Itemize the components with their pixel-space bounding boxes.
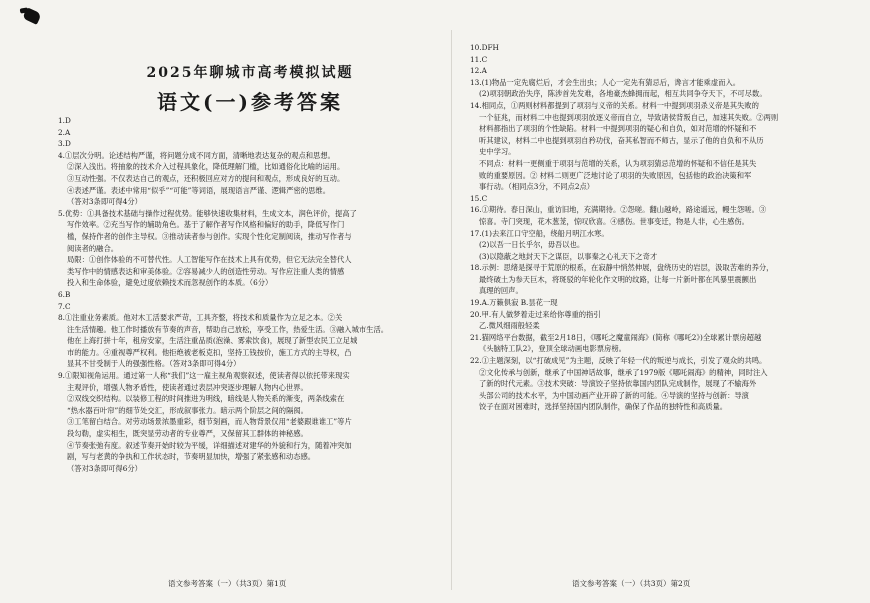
answer-line: 16.①期待。春日深山，重访旧地，充满期待。②怨嗟。翻山越岭，路途遥远，幔生怨嗟。③: [470, 205, 767, 215]
answer-line: 主观评价，增强人物矛盾性，使读者通过表层冲突逐步理解人物内心世界。: [67, 382, 308, 392]
answer-line: 13.(1)物品一定先腐烂后，才会生出虫；人心一定先有猜忌后，谗言才能乘虚而入。: [470, 77, 741, 87]
answer-line: 段勾勒，虚实相生，既突显劳动者的专业尊严，又保留其工群体的神秘感。: [67, 429, 308, 439]
answer-line: ④节奏张弛有度。叙述节奏开始时较为平缓，详细描述对建华的外貌和行为，随着冲突加: [67, 440, 352, 450]
page-divider: [451, 30, 452, 590]
answer-line: 17.(1)去来江口守空船，绕船月明江水寒。: [470, 228, 609, 238]
answer-line: 11.C: [470, 54, 488, 64]
answer-line: 最终破土为参天巨木，将斑驳的年轮化作文明的纹路，让每一片新叶都在风暴里震颤出: [479, 274, 757, 284]
answer-line: ④表述严谨。表述中常用“似乎”“可能”等词语，展现语言严谨、逻辑严密的思维。: [67, 185, 331, 195]
answer-line: 槛，保持作者的创作主导权。③推动读者参与创作。实现个性化定制阅读，推动写作者与: [67, 231, 352, 241]
answer-line: 3.D: [58, 139, 71, 149]
answer-line: 市的能力。④重视尊严权利。他拒绝被老板克扣，坚持工钱按价，施工方式的主导权，凸: [67, 347, 352, 357]
answer-line: 22.①主题深刻，以“打破成见”为主题，反映了年轻一代的叛逆与成长，引发了观众的共鸣。: [470, 356, 767, 366]
answer-line: 10.DFH: [470, 43, 499, 52]
exam-title: 2025年聊城市高考模拟试题: [146, 65, 354, 81]
answer-line: 5.优势：①具备技术基础与操作过程优势。能够快速收集材料，生成文本，润色评价，提高了: [58, 208, 357, 218]
answer-line: ②双线交织结构。以装修工程的时间推进为明线，暗线是人物关系的渐变，两条线索在: [67, 394, 345, 404]
answer-line: ②深入浅出。将抽象的技术介入过程具象化，降低理解门槛，比如通俗化比喻的运用。: [67, 162, 345, 172]
answer-line: 乙.微风细雨般轻柔: [479, 321, 540, 331]
answer-line: 注生活情趣。他工作时播放有节奏的声音，帮助自己放松，享受工作，热爱生活。③融入城市生活。: [67, 324, 389, 334]
answer-line: 材料都指出了项羽的个性缺陷。材料一中提到项羽的疑心和自负，如对范增的怀疑和不: [479, 124, 757, 134]
answer-line: ③工笔留白结合。对劳动场景浓墨重彩，细节刻画，而人物背景仅用“老婆跟谁谁工”等片: [67, 417, 352, 427]
answer-line: 了新的时代元素。③技术突破：导演饺子坚持依靠国内团队完成制作，展现了不输海外: [479, 379, 757, 389]
footer-page-1: 语文参考答案（一）（共3页）第1页: [168, 579, 287, 588]
answer-line: 事行动。（相同点3分，不同点2点）: [479, 182, 595, 192]
answer-line: 4.①层次分明。论述结构严谨，将问题分成不同方面，清晰地表达复杂的观点和思想。: [58, 150, 335, 160]
left-page-content: [58, 115, 440, 474]
answer-line: 惊喜。寺门突现，花木葱茏，惊叹欣喜。④感伤。世事变迁，物是人非，心生感伤。: [479, 216, 749, 226]
answer-line: “热水器百叶帘”的细节处交汇，形成叙事张力。暗示两个阶层之间的隔阂。: [67, 405, 308, 415]
answer-line: 听其建议，材料二中也提到项羽自矜功伐，奋其私智而不师古，显示了他的自负和不从历: [479, 135, 764, 145]
answer-line: 写作效率。②充当写作的辅助角色。基于了解作者写作风格和偏好的助手，降低写作门: [67, 220, 345, 230]
answer-line: 20.甲.有人做梦着走过来给你尊重的指引: [470, 309, 601, 319]
answer-line: (2)以吾一日长乎尔，毋吾以也。: [479, 240, 585, 250]
answer-line: 阅读者的融合。: [67, 243, 119, 253]
answer-line: (2)项羽朝政治失序，陈涉首先发难，各地豪杰蜂拥而起，相互共同争夺天下，不可尽数。: [479, 89, 767, 99]
answer-line: (3)以隐蔽之地封天下之谋臣，以事秦之心礼天下之奇才: [479, 251, 658, 261]
answer-line: 8.①注重业务素质。他对木工活要求严苛，工具齐整，将技术和质量作为立足之本。②关: [58, 313, 343, 323]
answer-line: 18.示例：思绪是探寻于荒原的根系，在寂静中悄然伸展，盘绕历史的岩层，汲取苦难的养分，: [470, 263, 774, 273]
answer-line: 12.A: [470, 66, 487, 76]
answer-line: 饺子在面对困难时，选择坚持国内团队制作，确保了作品的独特性和高质量。: [479, 402, 728, 412]
answer-line: ②文化传承与创新，继承了中国神话故事，继承了1979版《哪吒闹海》的精神，同时注入: [479, 367, 768, 377]
answer-line: ③互动性强。不仅表达自己的观点，还积极回应对方的提问和观点，形成良好的互动。: [67, 173, 345, 183]
answer-line: 不同点：材料一更侧重于项羽与范增的关系，认为项羽猜忌范增的怀疑和不信任是其失: [479, 158, 757, 168]
answer-line: 19.A.万籁俱寂 B.昙花一现: [470, 298, 558, 308]
answer-line: 类写作中的情感表达和审美体验。②容易减少人的创造性劳动。写作应注重人类的情感: [67, 266, 345, 276]
answer-line: 他在上海打拼十年，租房安家，生活注重品质(泡澡、雾索饮食)，展现了新型农民工立足城: [67, 336, 358, 346]
footer-page-2: 语文参考答案（一）（共3页）第2页: [572, 579, 691, 588]
answer-line: 败的重要原因。② 材料二则更广泛地讨论了项羽的失败原因，包括他的政治决策和军: [479, 170, 752, 180]
answer-line: （答对3条即可得4分）: [67, 197, 142, 207]
answer-line: 9.①限知视角运用。通过第一人称“我们”这一雇主视角观察叙述，使读者得以依托带来现实: [58, 371, 350, 381]
answer-line: 7.C: [58, 301, 71, 311]
answer-line: 显其不甘受制于人的强强性格。（答对3条即可得4分）: [67, 359, 241, 369]
answer-line: 局限：①创作体验的不可替代性。人工智能写作在技术上具有优势，但它无法完全替代人: [67, 255, 352, 265]
answer-line: 15.C: [470, 193, 488, 203]
answer-line: 1.D: [58, 116, 71, 125]
answer-line: 剧，写与老黄的争执和工作状态时，节奏明显加快，增强了紧张感和动态感。: [67, 452, 316, 462]
answer-line: 《头脑特工队2》，登顶全球动画电影票房榜。: [479, 344, 626, 354]
answer-line: 史中学习。: [479, 147, 516, 157]
answer-line: 真理的回声。: [479, 286, 523, 296]
answer-line: 一个征兆，而材料二中也提到项羽放逐义帝而自立，导致诸侯背叛自己，加速其失败。②两则: [479, 112, 779, 122]
answer-line: 6.B: [58, 289, 71, 299]
answer-key-title: 语文(一)参考答案: [157, 90, 343, 114]
answer-line: 投入和生命体验，避免过度依赖技术而忽视创作的本质。（6分）: [67, 278, 273, 288]
answer-line: 21.猫网络平台数据，截至2月18日，《哪吒之魔童闹海》(简称《哪吒2》)全球累计票房超越: [470, 332, 762, 342]
answer-line: 14.相同点，①两则材料都提到了项羽与义帝的关系。材料一中提到项羽杀义帝是其失败的: [470, 100, 759, 110]
answer-line: （答对3条即可得6分）: [67, 463, 142, 473]
answer-line: 头部公司的技术水平，为中国动画产业开辟了新的可能。④导演的坚持与创新：导演: [479, 390, 749, 400]
answer-line: 2.A: [58, 127, 71, 137]
right-page-content: [470, 42, 848, 413]
